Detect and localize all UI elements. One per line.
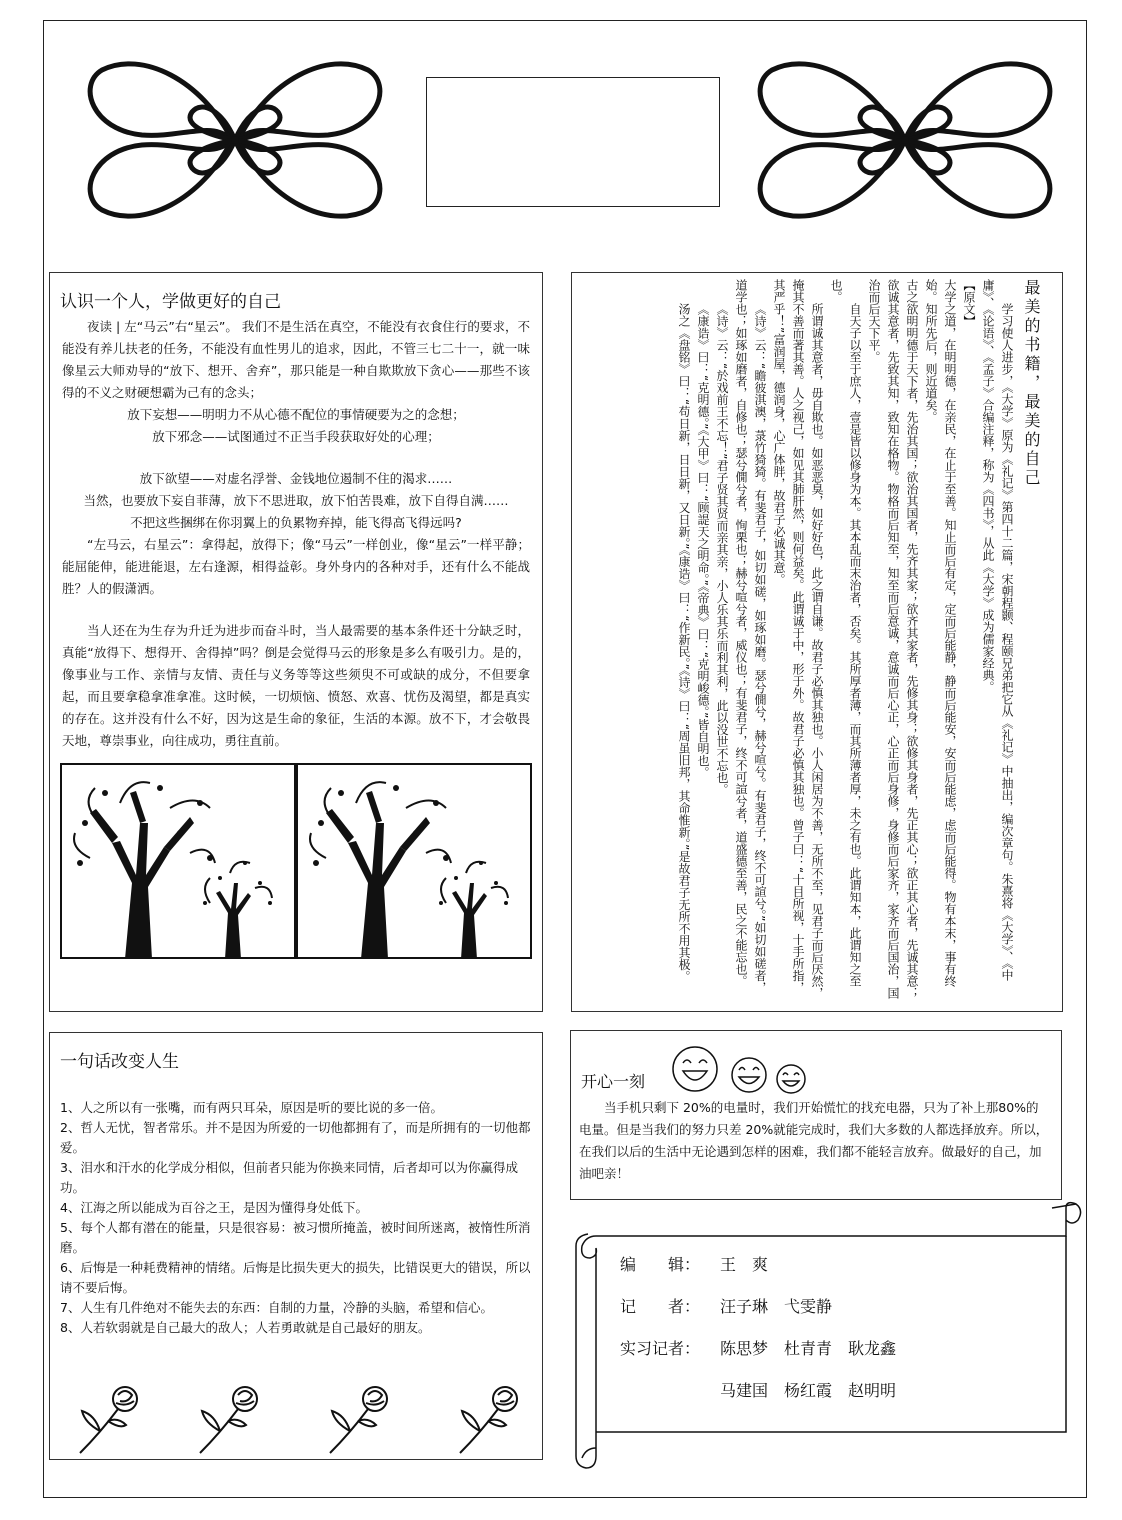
list-item: 8、人若软弱就是自己最大的敌人；人若勇敢就是自己最好的朋友。 xyxy=(60,1320,431,1335)
quote-list xyxy=(60,1098,532,1338)
paragraph: 《诗》云：“於戏前王不忘！”君子贤其贤而亲其亲，小人乐其乐而利其利，此以没世不忘也。 xyxy=(715,303,729,796)
right-butterfly-ornament-icon xyxy=(752,40,1064,240)
credits xyxy=(620,1244,896,1412)
paragraph: 不把这些捆绑在你羽翼上的负累物弃掉，能飞得高飞得远吗? xyxy=(130,515,462,530)
paragraph: 大学之道，在明明德，在亲民，在止于至善。知止而后有定，定而后能静，静而后能安，安而后能虑，虑而后能得。物有本末，事有终始。知所先后，则近道矣。 xyxy=(924,279,957,987)
paragraph: 古之欲明明德于天下者，先治其国；欲治其国者，先齐其家；欲齐其家者，先修其身；欲修其身者，先正其心；欲正其心者，先诚其意；欲诚其意者，先致其知，致知在格物。物格而后知至，知至而后意诚，意诚而后心正，心正而后身修，身修而后家齐，家齐而后国治，国治而后天下平。 xyxy=(867,279,919,999)
rose-decoration-icon xyxy=(70,1373,530,1457)
editor-label: 编 辑： xyxy=(620,1255,701,1274)
article-best-book xyxy=(571,272,1063,1012)
happy-moment-box xyxy=(570,1030,1062,1200)
paragraph: 《康诰》曰：“克明德。”《大甲》曰：“顾諟天之明命。”《帝典》曰：“克明峻德。”皆自明也。 xyxy=(696,303,710,779)
paragraph xyxy=(62,448,530,468)
left-butterfly-ornament-icon xyxy=(82,40,394,240)
editor-name: 王 爽 xyxy=(720,1255,769,1274)
paragraph: 《诗》云：“瞻彼淇澳，菉竹猗猗。有斐君子，如切如磋，如琢如磨。瑟兮僩兮，赫兮喧兮。有斐君子，终不可諠兮。”如切如磋者，道学也；如琢如磨者，自修也；瑟兮僩兮者，恂栗也；赫兮喧兮者，威仪也；有斐君子，终不可諠兮者，道盛德至善，民之不能忘也。 xyxy=(734,279,767,994)
tree-illustration-icon xyxy=(60,763,532,959)
list-item: 3、泪水和汗水的化学成分相似，但前者只能为你换来同情，后者却可以为你赢得成功。 xyxy=(60,1160,518,1195)
paragraph: 夜读 | 左“马云”右“星云”。 我们不是生活在真空，不能没有衣食住行的要求，不能没有养儿扶老的任务，不能没有血性男儿的追求，因此，不管三七二十一，就一味像星云大师劝导的“放下、想开、舍弃”，那只能是一种自欺欺放下贪心——那些不该得的不义之财硬想霸为己有的念头； xyxy=(62,319,530,400)
paragraph: 放下妄想——明明力不从心德不配位的事情硬要为之的念想； xyxy=(127,407,465,422)
paragraph: “左马云，右星云”：拿得起，放得下；像“马云”一样创业，像“星云”一样平静；能屈能伸，能进能退，左右逢源，相得益彰。身外身内的各种对手，还有什么不能战胜？人的假潇洒。 xyxy=(62,537,530,596)
paragraph: 汤之《盘铭》曰：“苟日新，日日新，又日新。”《康诰》曰：“作新民。”《诗》曰：“周虽旧邦，其命惟新。”是故君子无所不用其极。 xyxy=(677,303,691,983)
paragraph: 当然，也要放下妄自菲薄，放下不思进取，放下怕苦畏难，放下自得自满…… xyxy=(83,493,509,508)
joke-text: 当手机只剩下 20%的电量时，我们开始慌忙的找充电器，只为了补上那80%的电量。但是当我们的努力只差 20%就能完成时，我们大多数的人都选择放弃。所以，在我们以后的生活中无论遇到怎样的困难，我们都不能轻言放弃。做最好的自己，加油吧亲！ xyxy=(579,1100,1049,1181)
article-title: 一句话改变人生 xyxy=(60,1052,179,1072)
laughing-face-icon xyxy=(671,1039,811,1099)
list-item: 5、每个人都有潜在的能量，只是很容易：被习惯所掩盖，被时间所迷离，被惰性所消磨。 xyxy=(60,1220,531,1255)
list-item: 7、人生有几件绝对不能失去的东西：自制的力量，冷静的头脑，希望和信心。 xyxy=(60,1300,493,1315)
list-item: 2、哲人无忧，智者常乐。并不是因为所爱的一切他都拥有了，而是所拥有的一切他都爱。 xyxy=(60,1120,531,1155)
intern-names: 陈思梦 杜青青 耿龙鑫 xyxy=(720,1339,897,1358)
paragraph: 学习使人进步，《大学》原为《礼记》第四十二篇，宋朝程颢、程颐兄弟把它从《礼记》中抽出，编次章句。朱熹将《大学》、《中庸》、《论语》、《孟子》合编注释，称为《四书》，从此《大学》成为儒家经典。 xyxy=(981,279,1014,981)
intern-label: 实习记者： xyxy=(620,1339,701,1358)
article-one-sentence xyxy=(49,1032,543,1460)
paragraph xyxy=(62,600,530,620)
article-title: 最美的书籍，最美的自己 xyxy=(1022,279,1041,488)
article-know-yourself xyxy=(49,272,543,1012)
paragraph: 放下欲望——对虚名浮誉、金钱地位遏制不住的渴求…… xyxy=(139,471,453,486)
paragraph: 【原文】 xyxy=(962,279,976,327)
paragraph: 所谓诚其意者，毋自欺也。如恶恶臭，如好好色，此之谓自谦。故君子必慎其独也。小人闲居为不善，无所不至，见君子而后厌然，掩其不善而著其善。人之视己，如见其肺肝然，则何益矣。此谓诚于中，形于外。故君子必慎其独也。曾子曰：“十目所视，十手所指，其严乎！”富润屋，德润身，心广体胖，故君子必诚其意。 xyxy=(772,279,824,999)
intern-names: 马建国 杨红霞 赵明明 xyxy=(720,1381,897,1400)
reporter-names: 汪子琳 弋雯静 xyxy=(720,1297,833,1316)
list-item: 4、江海之所以能成为百谷之王，是因为懂得身处低下。 xyxy=(60,1200,368,1215)
vertical-text-column xyxy=(674,279,1046,999)
reporter-label: 记 者： xyxy=(620,1297,701,1316)
section-title: 开心一刻 xyxy=(581,1072,646,1091)
article-body xyxy=(62,316,530,752)
title-box xyxy=(426,77,720,207)
paragraph: 当人还在为生存为升迁为进步而奋斗时，当人最需要的基本条件还十分缺乏时，真能“放得下、想得开、舍得掉”吗？倒是会觉得马云的形象是多么有吸引力。是的，像事业与工作、亲情与友情、责任与义务等等这些须臾不可或缺的成分，不但要拿起，而且要拿稳拿准拿准。这时候，一切烦恼、愤怒、欢喜、忧伤及渴望，都是真实的存在。这并没有什么不好，因为这是生命的象征，生活的本源。放不下，才会敬畏天地，尊崇事业，向往成功，勇往直前。 xyxy=(62,623,530,748)
paragraph: 放下邪念——试图通过不正当手段获取好处的心理； xyxy=(152,429,440,444)
list-item: 1、人之所以有一张嘴，而有两只耳朵，原因是听的要比说的多一倍。 xyxy=(60,1100,443,1115)
list-item: 6、后悔是一种耗费精神的情绪。后悔是比损失更大的损失，比错误更大的错误，所以请不要后悔。 xyxy=(60,1260,531,1295)
paragraph: 自天子以至于庶人，壹是皆以修身为本。其本乱而末治者，否矣。其所厚者薄，而其所薄者厚，未之有也。此谓知本，此谓知之至也。 xyxy=(829,279,862,987)
article-title: 认识一个人，学做更好的自己 xyxy=(60,292,281,312)
